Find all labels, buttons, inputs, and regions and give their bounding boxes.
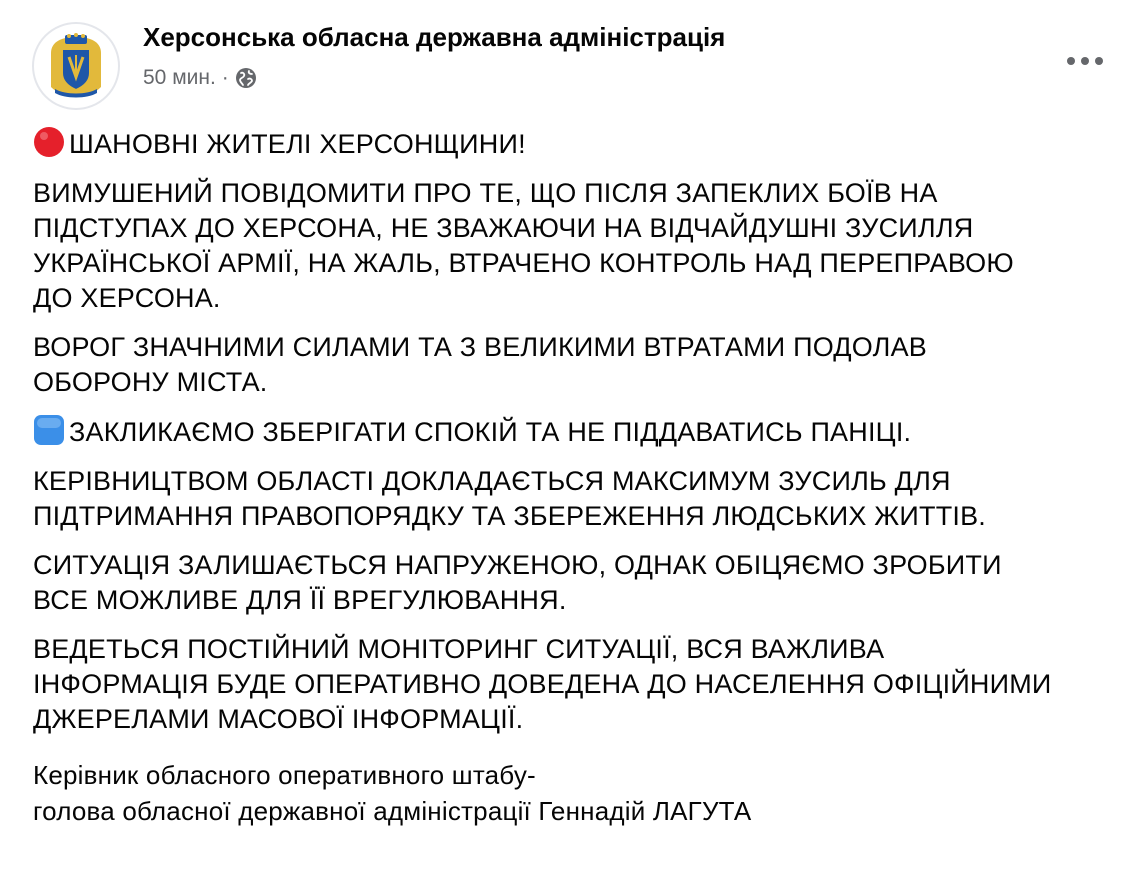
meta-separator: · xyxy=(221,66,229,89)
post-paragraph: КЕРІВНИЦТВОМ ОБЛАСТІ ДОКЛАДАЄТЬСЯ МАКСИМУМ ЗУСИЛЬ ДЛЯ ПІДТРИМАННЯ ПРАВОПОРЯДКУ ТА ЗБЕРЕЖЕННЯ ЛЮДСЬКИХ ЖИТТІВ. xyxy=(33,466,987,531)
post-timestamp[interactable]: 50 мин. xyxy=(143,66,216,89)
globe-icon[interactable] xyxy=(235,67,257,89)
post-paragraph xyxy=(33,126,1123,162)
post-paragraph: ВИМУШЕНИЙ ПОВІДОМИТИ ПРО ТЕ, ЩО ПІСЛЯ ЗАПЕКЛИХ БОЇВ НА ПІДСТУПАХ ДО ХЕРСОНА, НЕ ЗВАЖАЮЧИ НА ВІДЧАЙДУШНІ ЗУСИЛЛЯ УКРАЇНСЬКОЇ АРМІЇ, НА ЖАЛЬ, ВТРАЧЕНО КОНТРОЛЬ НАД ПЕРЕПРАВОЮ ДО ХЕРСОНА. xyxy=(33,178,1014,313)
post-signature xyxy=(33,757,1123,829)
page-avatar[interactable] xyxy=(32,22,120,110)
post-appeal: ЗАКЛИКАЄМО ЗБЕРІГАТИ СПОКІЙ ТА НЕ ПІДДАВАТИСЬ ПАНІЦІ. xyxy=(69,417,912,447)
signature-line: Керівник обласного оперативного штабу- xyxy=(33,760,536,790)
kherson-coat-of-arms-icon xyxy=(45,33,107,99)
post-greeting: ШАНОВНІ ЖИТЕЛІ ХЕРСОНЩИНИ! xyxy=(69,129,526,159)
more-options-icon[interactable] xyxy=(1060,46,1110,76)
post-paragraph xyxy=(33,414,1123,450)
post-body xyxy=(33,126,1123,829)
red-circle-emoji-icon xyxy=(33,126,65,158)
post-paragraph: ВОРОГ ЗНАЧНИМИ СИЛАМИ ТА З ВЕЛИКИМИ ВТРАТАМИ ПОДОЛАВ ОБОРОНУ МІСТА. xyxy=(33,332,928,397)
signature-line: голова обласної державної адміністрації Геннадій ЛАГУТА xyxy=(33,796,752,826)
post-meta xyxy=(143,66,257,90)
post-paragraph: СИТУАЦІЯ ЗАЛИШАЄТЬСЯ НАПРУЖЕНОЮ, ОДНАК ОБІЦЯЄМО ЗРОБИТИ ВСЕ МОЖЛИВЕ ДЛЯ ЇЇ ВРЕГУЛЮВАННЯ. xyxy=(33,550,1002,615)
blue-square-emoji-icon xyxy=(33,414,65,446)
post-header xyxy=(32,16,1122,116)
post-paragraph: ВЕДЕТЬСЯ ПОСТІЙНИЙ МОНІТОРИНГ СИТУАЦІЇ, ВСЯ ВАЖЛИВА ІНФОРМАЦІЯ БУДЕ ОПЕРАТИВНО ДОВЕДЕНА ДО НАСЕЛЕННЯ ОФІЦІЙНИМИ ДЖЕРЕЛАМИ МАСОВОЇ ІНФОРМАЦІЇ. xyxy=(33,634,1052,734)
page-name-link[interactable]: Херсонська обласна державна адміністрація xyxy=(143,22,726,52)
